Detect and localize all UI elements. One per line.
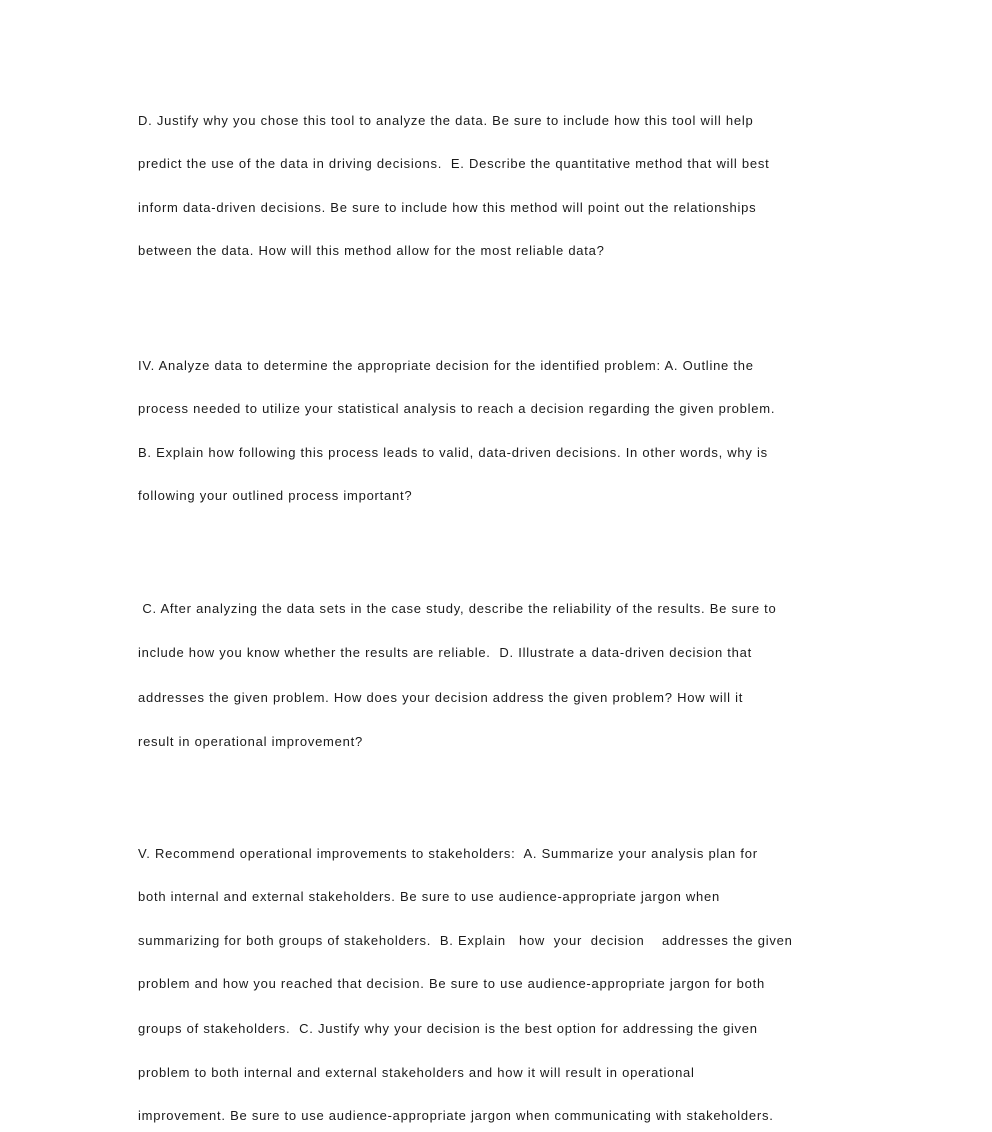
text-line: C. After analyzing the data sets in the case study, describe the reliability of the results. Be sure to [138, 601, 777, 616]
text-line: problem and how you reached that decision. Be sure to use audience-appropriate jargon for both [138, 976, 765, 991]
text-line: summarizing for both groups of stakeholders. B. Explain how your decision addresses the given [138, 933, 793, 948]
text-line: addresses the given problem. How does your decision address the given problem? How will it [138, 690, 744, 705]
text-line: between the data. How will this method allow for the most reliable data? [138, 243, 605, 258]
text-line: improvement. Be sure to use audience-appropriate jargon when communicating with stakeholders. [138, 1108, 774, 1123]
text-line: inform data-driven decisions. Be sure to include how this method will point out the relationships [138, 200, 757, 215]
text-line: groups of stakeholders. C. Justify why your decision is the best option for addressing the given [138, 1021, 758, 1036]
text-line: V. Recommend operational improvements to stakeholders: A. Summarize your analysis plan for [138, 846, 758, 861]
text-line: D. Justify why you chose this tool to analyze the data. Be sure to include how this tool will help [138, 113, 754, 128]
text-line: include how you know whether the results are reliable. D. Illustrate a data-driven decision that [138, 645, 752, 660]
text-line: IV. Analyze data to determine the appropriate decision for the identified problem: A. Outline the [138, 358, 754, 373]
text-line: predict the use of the data in driving decisions. E. Describe the quantitative method that will best [138, 156, 770, 171]
text-line: following your outlined process important? [138, 488, 413, 503]
text-line: both internal and external stakeholders. Be sure to use audience-appropriate jargon when [138, 889, 721, 904]
text-line: B. Explain how following this process leads to valid, data-driven decisions. In other words, why is [138, 445, 768, 460]
text-line: result in operational improvement? [138, 734, 363, 749]
text-line: problem to both internal and external stakeholders and how it will result in operational [138, 1065, 695, 1080]
text-line: process needed to utilize your statistical analysis to reach a decision regarding the given problem. [138, 401, 776, 416]
